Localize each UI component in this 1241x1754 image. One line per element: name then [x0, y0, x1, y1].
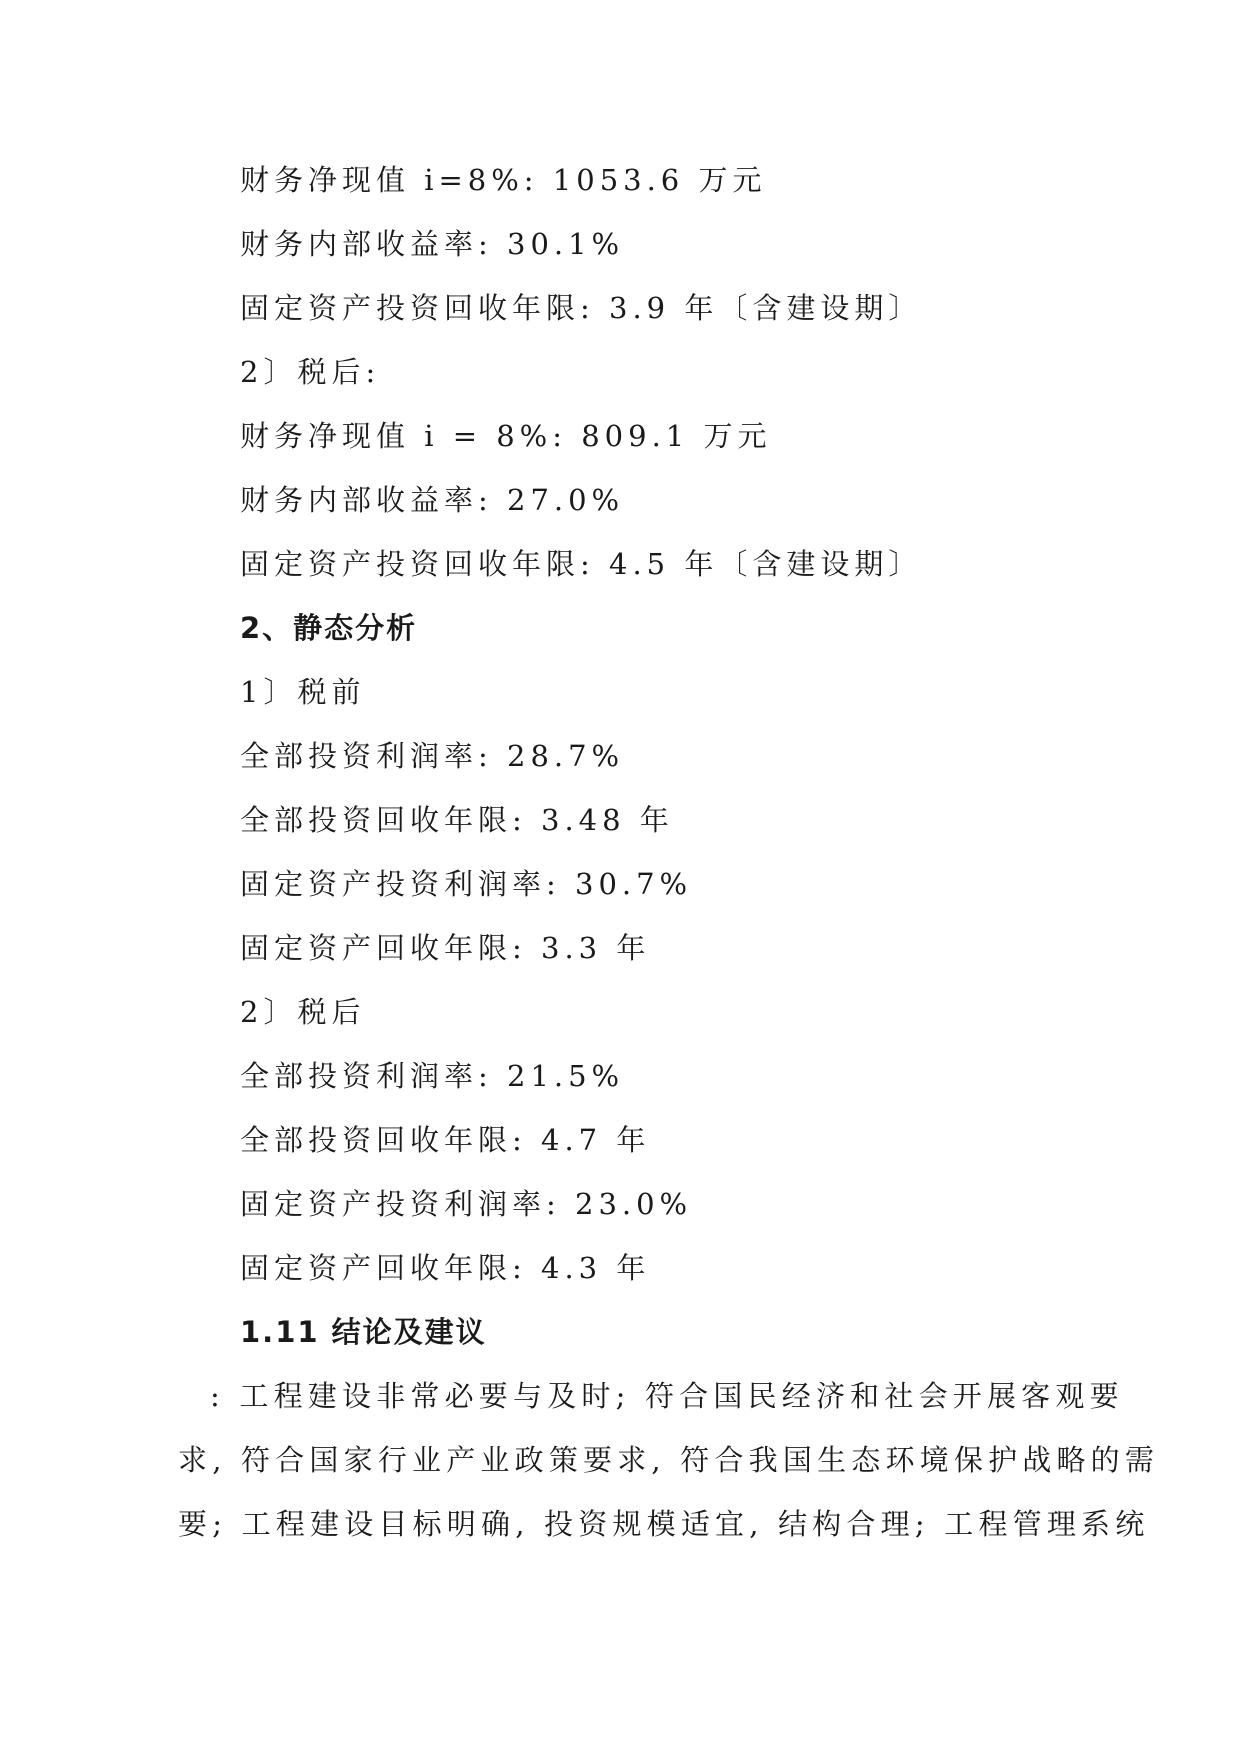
fixed-asset-profit-rate-before: 固定资产投资利润率: 30.7%	[240, 867, 693, 901]
conclusion-line-2: 求, 符合国家行业产业政策要求, 符合我国生态环境保护战略的需	[178, 1443, 1160, 1477]
static-before-tax-label: 1〕税前	[240, 675, 366, 709]
payback-after-tax: 固定资产投资回收年限: 4.5 年〔含建设期〕	[240, 547, 923, 581]
total-investment-profit-rate-after: 全部投资利润率: 21.5%	[240, 1059, 625, 1093]
conclusion-line-3: 要; 工程建设目标明确, 投资规模适宜, 结构合理; 工程管理系统	[178, 1507, 1150, 1541]
total-investment-payback-after: 全部投资回收年限: 4.7 年	[240, 1123, 651, 1157]
total-investment-profit-rate-before: 全部投资利润率: 28.7%	[240, 739, 625, 773]
npv-after-tax: 财务净现值 i = 8%: 809.1 万元	[240, 419, 772, 453]
after-tax-label: 2〕税后:	[240, 355, 381, 389]
fixed-asset-payback-after: 固定资产回收年限: 4.3 年	[240, 1251, 651, 1285]
fixed-asset-payback-before: 固定资产回收年限: 3.3 年	[240, 931, 651, 965]
total-investment-payback-before: 全部投资回收年限: 3.48 年	[240, 803, 674, 837]
npv-before-tax: 财务净现值 i=8%: 1053.6 万元	[240, 163, 767, 197]
conclusion-heading: 1.11 结论及建议	[240, 1315, 487, 1349]
static-analysis-heading: 2、静态分析	[240, 611, 418, 645]
payback-before-tax: 固定资产投资回收年限: 3.9 年〔含建设期〕	[240, 291, 923, 325]
conclusion-line-1: : 工程建设非常必要与及时; 符合国民经济和社会开展客观要	[210, 1379, 1124, 1413]
irr-after-tax: 财务内部收益率: 27.0%	[240, 483, 625, 517]
irr-before-tax: 财务内部收益率: 30.1%	[240, 227, 625, 261]
static-after-tax-label: 2〕税后	[240, 995, 366, 1029]
fixed-asset-profit-rate-after: 固定资产投资利润率: 23.0%	[240, 1187, 693, 1221]
